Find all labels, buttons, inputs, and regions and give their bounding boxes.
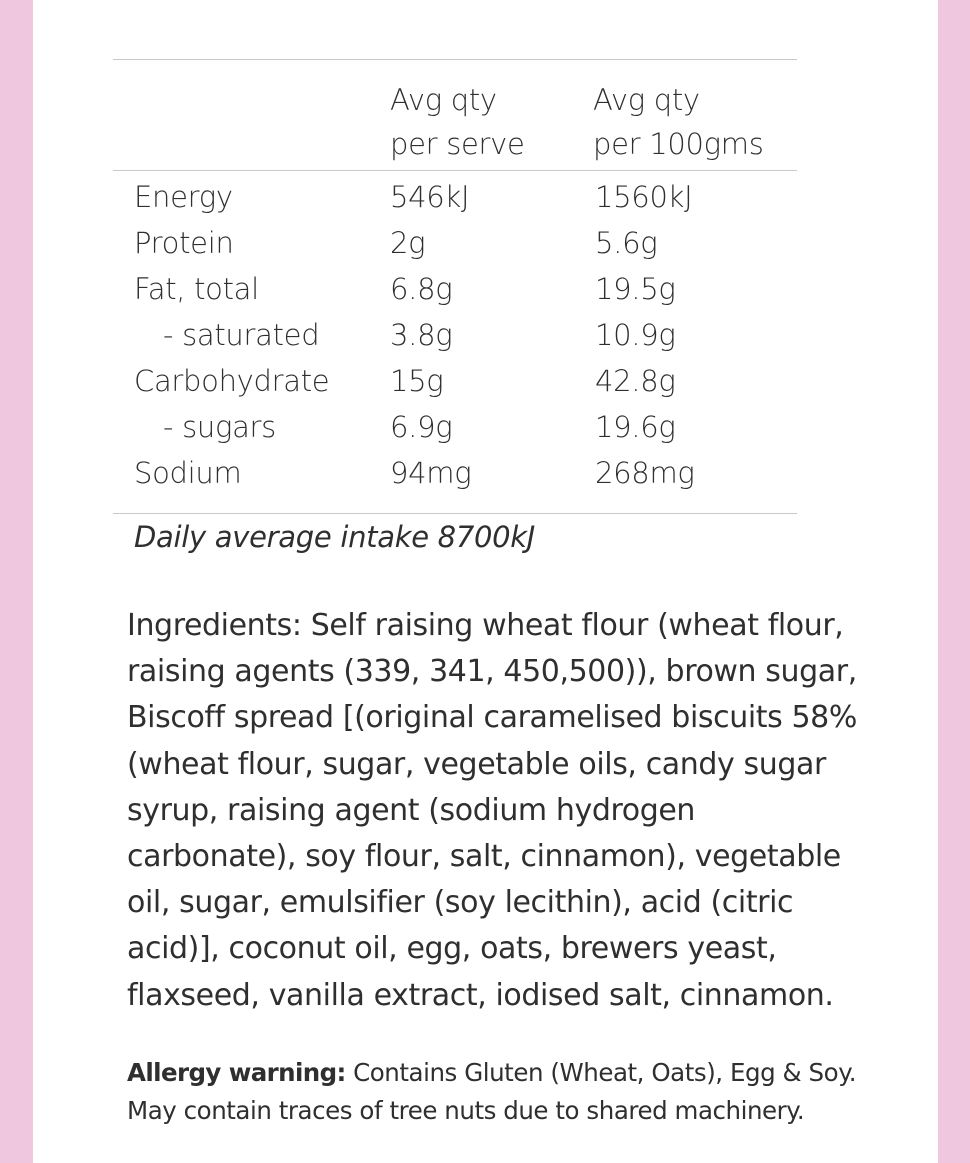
- nutrient-name: Sodium: [134, 456, 242, 490]
- nutrient-name: Protein: [134, 226, 234, 260]
- nutrient-name: - sugars: [163, 410, 276, 444]
- per-serve-value: 3.8g: [390, 318, 453, 352]
- per-100-header-line1: Avg qty: [593, 83, 700, 117]
- allergy-text: Contains Gluten (Wheat, Oats), Egg & Soy. May contain traces of tree nuts due to shared machinery.: [127, 1058, 857, 1125]
- nutrition-row-carbohydrate: [0, 364, 970, 410]
- nutrition-row-energy: [0, 180, 970, 226]
- ingredients-label: Ingredients:: [127, 608, 302, 643]
- nutrition-row-fat: [0, 272, 970, 318]
- per-100-value: 1560kJ: [595, 180, 693, 214]
- per-serve-value: 6.9g: [390, 410, 453, 444]
- daily-intake-note: Daily average intake 8700kJ: [134, 520, 536, 554]
- per-100-value: 10.9g: [595, 318, 676, 352]
- nutrition-row-sodium: [0, 456, 970, 502]
- nutrition-row-saturated: [0, 318, 970, 364]
- nutrient-name: Carbohydrate: [134, 364, 330, 398]
- per-100-header-line2: per 100gms: [593, 127, 764, 161]
- nutrient-name: - saturated: [163, 318, 320, 352]
- per-100-header: [593, 78, 764, 166]
- nutrition-row-protein: [0, 226, 970, 272]
- table-header-rule: [113, 170, 797, 171]
- per-serve-value: 2g: [390, 226, 426, 260]
- ingredients-block: [127, 603, 857, 1019]
- per-100-value: 42.8g: [595, 364, 676, 398]
- table-bottom-rule: [113, 513, 797, 514]
- per-serve-header-line2: per serve: [390, 127, 525, 161]
- per-100-value: 268mg: [595, 456, 695, 490]
- per-serve-value: 94mg: [390, 456, 472, 490]
- allergy-warning: [127, 1054, 887, 1129]
- nutrient-name: Fat, total: [134, 272, 259, 306]
- per-serve-value: 15g: [390, 364, 444, 398]
- per-100-value: 19.6g: [595, 410, 676, 444]
- nutrient-name: Energy: [134, 180, 233, 214]
- ingredients-text: Self raising wheat flour (wheat flour, raising agents (339, 341, 450,500)), brown sugar, Biscoff spread [(original caramelised biscuits 58% (wheat flour, sugar, vegetable oils, candy sugar syrup, raising agent (sodium hydrogen carbonate), soy flour, salt, cinnamon), vegetable oil, sugar, emulsifier (soy lecithin), acid (citric acid)], coconut oil, egg, oats, brewers yeast, flaxseed, vanilla extract, iodised salt, cinnamon.: [127, 608, 857, 1013]
- per-100-value: 19.5g: [595, 272, 676, 306]
- allergy-label: Allergy warning:: [127, 1058, 346, 1087]
- per-100-value: 5.6g: [595, 226, 658, 260]
- per-serve-header-line1: Avg qty: [390, 83, 497, 117]
- per-serve-value: 6.8g: [390, 272, 453, 306]
- nutrition-row-sugars: [0, 410, 970, 456]
- per-serve-value: 546kJ: [390, 180, 470, 214]
- per-serve-header: [390, 78, 525, 166]
- table-top-rule: [113, 59, 797, 60]
